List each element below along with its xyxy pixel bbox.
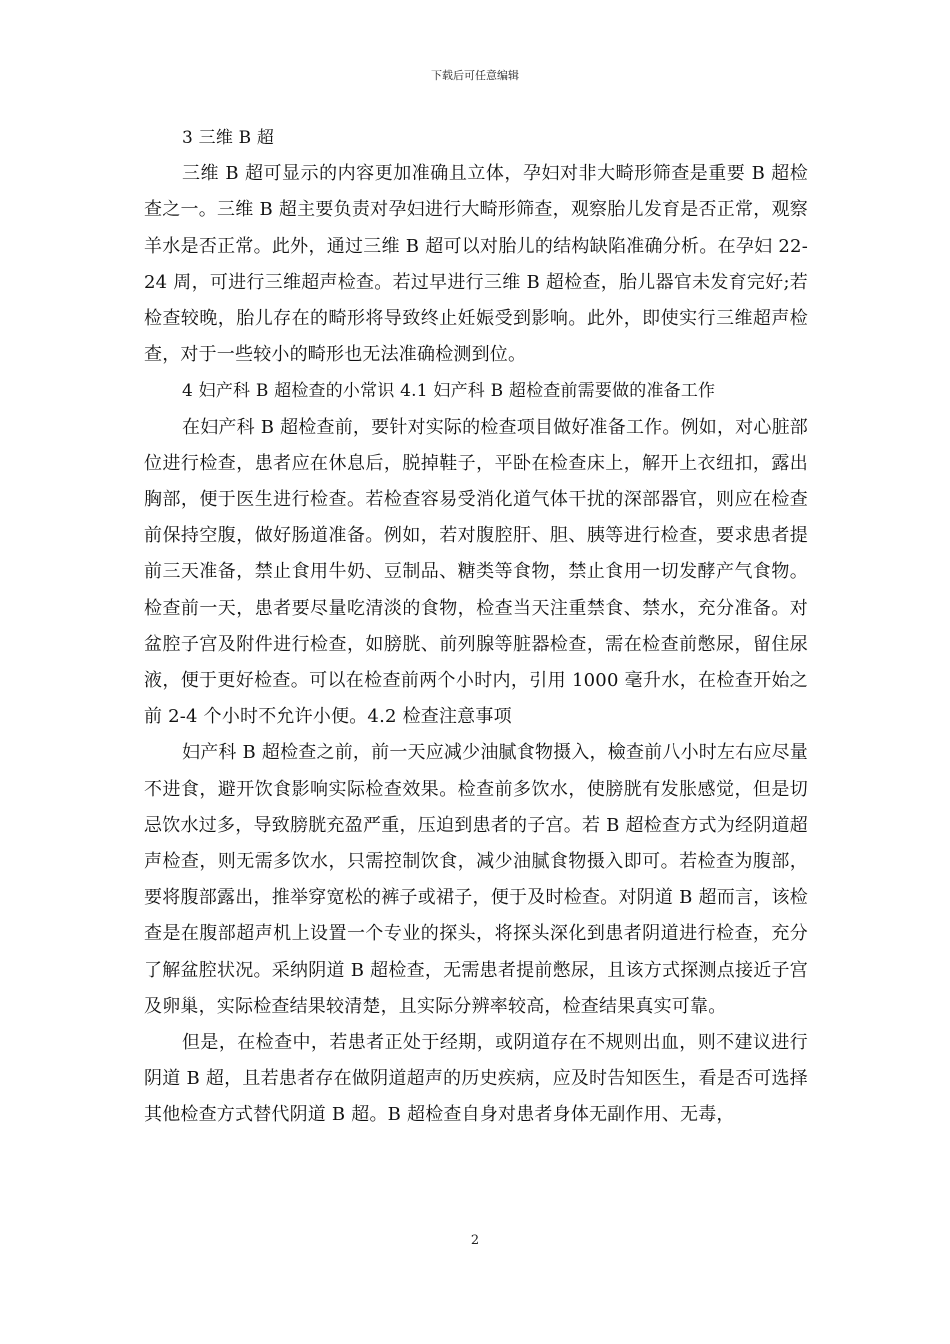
section-heading-3: 3 三维 B 超: [182, 128, 275, 148]
page-header: 下载后可任意编辑: [431, 69, 519, 82]
paragraph-preparation: 在妇产科 B 超检查前，要针对实际的检查项目做好准备工作。例如，对心脏部位进行检查，患者应在休息后，脱掉鞋子，平卧在检查床上，解开上衣纽扣，露出胸部，便于医生进行检查。若检查容易受消化道气体干扰的深部器官，则应在检查前保持空腹，做好肠道准备。例如，若对腹腔肝、胆、胰等进行检查，要求患者提前三天准备，禁止食用牛奶、豆制品、糖类等食物，禁止食用一切发酵产气食物。检查前一天，患者要尽量吃清淡的食物，检查当天注重禁食、禁水，充分准备。对盆腔子宫及附件进行检查，如膀胱、前列腺等脏器检查，需在检查前憋尿，留住尿液，便于更好检查。可以在检查前两个小时内，引用 1000 毫升水，在检查开始之前 2-4 个小时不允许小便。4.2 检查注意事项: [144, 416, 808, 728]
paragraph-precautions: 妇产科 B 超检查之前，前一天应减少油腻食物摄入，檢查前八小时左右应尽量不进食，避开饮食影响实际检查效果。检查前多饮水，使膀胱有发胀感觉，但是切忌饮水过多，导致膀胱充盈严重，压迫到患者的子宫。若 B 超检查方式为经阴道超声检查，则无需多饮水，只需控制饮食，减少油腻食物摄入即可。若检查为腹部，要将腹部露出，推举穿宽松的裤子或裙子，便于及时检查。对阴道 B 超而言，该检查是在腹部超声机上设置一个专业的探头，将探头深化到患者阴道进行检查，充分了解盆腔状况。采纳阴道 B 超检查，无需患者提前憋尿，且该方式探测点接近子宫及卵巢，实际检查结果较清楚，且实际分辨率较高，检查结果真实可靠。: [144, 742, 808, 1017]
page-number: 2: [470, 1233, 480, 1248]
section-heading-4: 4 妇产科 B 超检查的小常识 4.1 妇产科 B 超检查前需要做的准备工作: [182, 381, 716, 402]
document-body: [144, 120, 808, 1134]
paragraph-3d-ultrasound: 三维 B 超可显示的内容更加准确且立体，孕妇对非大畸形筛查是重要 B 超检查之一。三维 B 超主要负责对孕妇进行大畸形筛查，观察胎儿发育是否正常，观察羊水是否正常。此外，通过三维 B 超可以对胎儿的结构缺陷准确分析。在孕妇 22-24 周，可进行三维超声检查。若过早进行三维 B 超检查，胎儿器官未发育完好;若检查较晚，胎儿存在的畸形将导致终止妊娠受到影响。此外，即使实行三维超声检查，对于一些较小的畸形也无法准确检测到位。: [144, 163, 808, 366]
paragraph-vaginal-ultrasound-notes: 但是，在检查中，若患者正处于经期，或阴道存在不规则出血，则不建议进行阴道 B 超，且若患者存在做阴道超声的历史疾病，应及时告知医生，看是否可选择其他检查方式替代阴道 B 超。B 超检查自身对患者身体无副作用、无毒，: [144, 1032, 808, 1126]
